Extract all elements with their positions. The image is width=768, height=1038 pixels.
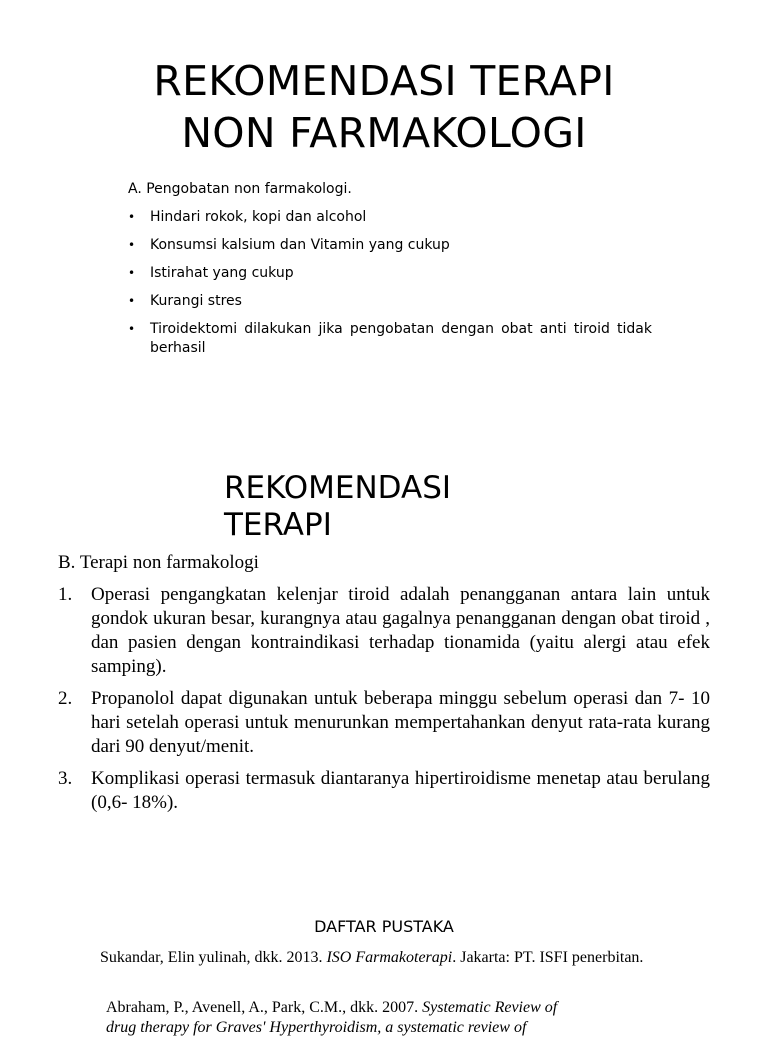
reference-text <box>106 998 670 1018</box>
bullet-icon: • <box>128 322 136 336</box>
list-item <box>128 236 652 255</box>
list-item <box>58 767 710 815</box>
slide1-heading: A. Pengobatan non farmakologi. <box>128 181 352 197</box>
slide1-title <box>0 55 768 159</box>
list-item-number: 3. <box>58 768 73 789</box>
list-item-text: Istirahat yang cukup <box>150 265 294 281</box>
list-item-number: 1. <box>58 584 73 605</box>
list-item-text: Operasi pengangkatan kelenjar tiroid adalah penangganan antara lain untuk gondok ukuran besar, kurangnya atau gagalnya penangganan dengan obat tiroid , dan pasien dengan kontraindikasi terhadap tionamida (yaitu alergi atau efek samping). <box>91 584 710 677</box>
list-item-text: Hindari rokok, kopi dan alcohol <box>150 209 367 225</box>
slide2-title <box>224 470 451 544</box>
list-item <box>128 264 652 283</box>
list-item-text: Kurangi stres <box>150 293 242 309</box>
bullet-icon: • <box>128 266 136 280</box>
reference-text <box>100 948 670 968</box>
slide2-subheading: B. Terapi non farmakologi <box>58 552 259 573</box>
list-item <box>128 320 652 358</box>
list-item-text: Tiroidektomi dilakukan jika pengobatan dengan obat anti tiroid tidak berhasil <box>150 321 652 356</box>
reference-item <box>106 998 670 1038</box>
list-item-text: Konsumsi kalsium dan Vitamin yang cukup <box>150 237 450 253</box>
reference-title-continued: drug therapy for Graves' Hyperthyroidism, a systematic review of <box>106 1019 527 1036</box>
reference-publisher: . Jakarta: PT. ISFI penerbitan. <box>452 949 644 966</box>
bullet-icon: • <box>128 294 136 308</box>
reference-authors: Sukandar, Elin yulinah, dkk. 2013. <box>100 949 327 966</box>
bullet-icon: • <box>128 238 136 252</box>
list-item-text: Komplikasi operasi termasuk diantaranya hipertiroidisme menetap atau berulang (0,6- 18%). <box>91 768 710 813</box>
reference-book-title: ISO Farmakoterapi <box>326 949 453 966</box>
slide2-title-line2: TERAPI <box>224 507 332 543</box>
list-item <box>58 583 710 679</box>
reference-title: Systematic Review of <box>422 999 558 1016</box>
slide3-title: DAFTAR PUSTAKA <box>314 917 454 936</box>
list-item-text: Propanolol dapat digunakan untuk beberapa minggu sebelum operasi dan 7- 10 hari setelah operasi untuk menurunkan mempertahankan denyut rata-rata kurang dari 90 denyut/menit. <box>91 688 710 757</box>
slide1-title-line1: REKOMENDASI TERAPI <box>153 57 615 105</box>
bullet-icon: • <box>128 210 136 224</box>
reference-authors: Abraham, P., Avenell, A., Park, C.M., dkk. 2007. <box>106 999 423 1016</box>
reference-item <box>100 948 670 968</box>
list-item <box>58 687 710 759</box>
slide1-title-line2: NON FARMAKOLOGI <box>181 109 587 157</box>
slide2-title-line1: REKOMENDASI <box>224 470 452 506</box>
list-item-number: 2. <box>58 688 73 709</box>
list-item <box>128 208 652 227</box>
list-item <box>128 292 652 311</box>
